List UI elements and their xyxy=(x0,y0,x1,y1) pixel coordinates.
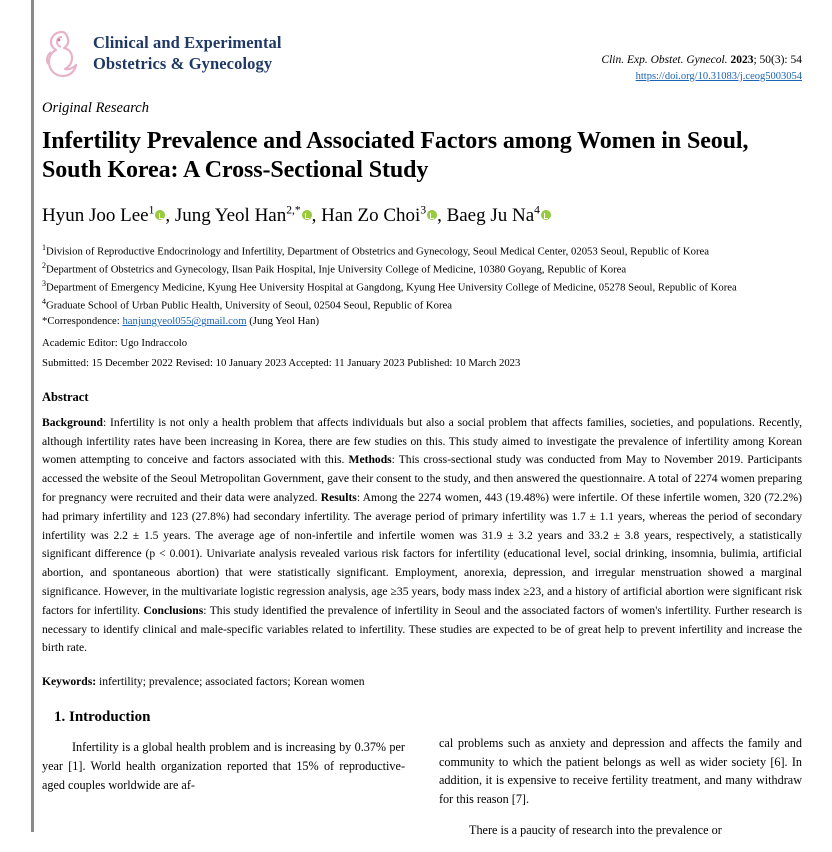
journal-brand xyxy=(42,14,282,80)
article-type: Original Research xyxy=(42,99,149,116)
author-sep-3: , xyxy=(437,205,447,227)
column-right-spacer xyxy=(439,709,802,734)
page-left-rule xyxy=(31,0,34,832)
author-2: Jung Yeol Han$^{2,*}$ xyxy=(174,205,301,227)
journal-name-line1: Clinical and Experimental xyxy=(93,33,282,53)
citation-volume-pages: ; 50(3): 54 xyxy=(753,54,802,66)
keywords xyxy=(42,673,802,691)
citation-journal-abbrev: Clin. Exp. Obstet. Gynecol. xyxy=(601,54,728,66)
author-sep-1: , xyxy=(165,205,175,227)
citation-block xyxy=(601,14,802,84)
column-right xyxy=(439,709,802,852)
publication-dates: Submitted: 15 December 2022 Revised: 10 January 2023 Accepted: 11 January 2023 Published: 10 March 2023 xyxy=(42,357,521,370)
correspondence-label: *Correspondence: xyxy=(42,315,123,328)
seahorse-logo-icon xyxy=(42,28,84,80)
author-list xyxy=(42,203,802,229)
page-content xyxy=(42,14,802,852)
correspondence-name: (Jung Yeol Han) xyxy=(246,315,319,328)
affiliation-2: $^2$Department of Obstetrics and Gynecology, Ilsan Paik Hospital, Inje University College of Medicine, 10380 Goyang, Republic of Korea xyxy=(42,261,627,276)
abstract-methods-text: : This cross-sectional study was conducted from May to November 2019. Participants accessed the website of the Seoul Metropolitan Government, gave their consent to the study, and then answered the questionnaire. A total of 2274 women preparing for pregnancy were recruited and their data were analyzed. xyxy=(42,453,802,505)
correspondence xyxy=(42,314,802,330)
author-3: Han Zo Choi$^3$ xyxy=(321,205,427,227)
author-sep-2: , xyxy=(311,205,322,227)
keywords-text: infertility; prevalence; associated factors; Korean women xyxy=(96,675,365,689)
abstract-body xyxy=(42,414,802,658)
abstract-results-text: : Among the 2274 women, 443 (19.48%) were infertile. Of these infertile women, 320 (72.2%) had primary infertility and 123 (27.8%) had secondary infertility. The average period of primary infertility was 1.7 ± 1.1 years, whereas the period of secondary infertility was 2.2 ± 1.5 years. The average age of non-infertile and infertile women was 31.9 ± 3.2 years and 33.2 ± 3.8 years, respectively, a statistically significant difference (p < 0.001). Univariate analysis revealed various risk factors for infertility (educational level, social drinking, insomnia, bulimia, artificial abortion, and spontaneous abortion) that were statistically significant. Employment, anorexia, depression, and irregular menstruation showed a marginal significance. However, in the multivariate logistic regression analysis, age ≥35 years, body mass index ≥23, and a history of artificial abortion were significant risk factors for infertility. xyxy=(42,491,802,617)
affiliation-3-text: Department of Emergency Medicine, Kyung Hee University Hospital at Gangdong, Kyung Hee University College of Medicine, 05278 Seoul, Republic of Korea xyxy=(46,281,737,294)
author-1: Hyun Joo Lee$^1$ xyxy=(42,205,155,227)
affiliations xyxy=(42,242,802,372)
academic-editor: Academic Editor: Ugo Indraccolo xyxy=(42,336,188,349)
orcid-icon[interactable] xyxy=(302,210,312,220)
intro-paragraph-left-text: Infertility is a global health problem and is increasing by 0.37% per year [1]. World health organization reported that 15% of reproductive-aged couples worldwide are af- xyxy=(42,740,405,792)
orcid-icon[interactable] xyxy=(155,210,165,220)
keywords-label: Keywords: xyxy=(42,675,97,689)
abstract-background-text: : Infertility is not only a health problem that affects individuals but also a social problem that affects families, societies, and populations. Recently, although infertility rates have been increasing in Korea, there are few studies on this. This study aimed to investigate the prevalence of infertility among Korean women attempting to conceive and factors associated with this. xyxy=(42,415,802,467)
section-heading-introduction: 1. Introduction xyxy=(54,709,151,726)
orcid-icon[interactable] xyxy=(541,210,551,220)
doi-link[interactable]: https://doi.org/10.31083/j.ceog5003054 xyxy=(635,70,802,82)
masthead xyxy=(42,14,802,84)
abstract-heading: Abstract xyxy=(42,389,89,404)
affiliation-4: $^4$Graduate School of Urban Public Health, University of Seoul, 02504 Seoul, Republic of Korea xyxy=(42,297,453,312)
intro-paragraph-right-2: There is a paucity of research into the prevalence or xyxy=(469,822,722,837)
citation-year: 2023 xyxy=(730,54,754,66)
affiliation-1-text: Division of Reproductive Endocrinology and Infertility, Department of Obstetrics and Gynecology, Seoul Medical Center, 02053 Seoul, Republic of Korea xyxy=(46,245,710,258)
body-columns xyxy=(42,709,802,852)
citation-line xyxy=(601,52,802,69)
journal-name-line2: Obstetrics & Gynecology xyxy=(93,54,273,73)
page-title: Infertility Prevalence and Associated Factors among Women in Seoul, South Korea: A Cross-Sectional Study xyxy=(42,127,749,184)
abstract-conclusions-label: Conclusions xyxy=(143,603,204,617)
abstract-results-label: Results xyxy=(320,491,357,505)
author-4: Baeg Ju Na$^4$ xyxy=(446,205,540,227)
journal-name xyxy=(93,33,282,74)
affiliation-4-text: Graduate School of Urban Public Health, University of Seoul, 02504 Seoul, Republic of Korea xyxy=(46,299,453,312)
abstract-background-label: Background xyxy=(42,415,103,429)
affiliation-1: $^1$Division of Reproductive Endocrinology and Infertility, Department of Obstetrics and Gynecology, Seoul Medical Center, 02053 Seoul, Republic of Korea xyxy=(42,243,710,258)
orcid-icon[interactable] xyxy=(427,210,437,220)
intro-paragraph-right-1: cal problems such as anxiety and depression and affects the family and community to which the patient belongs as well as wider society [6]. In addition, it is expensive to receive fertility treatment, and many withdraw for this reason [7]. xyxy=(439,736,802,807)
intro-paragraph-left xyxy=(42,738,405,794)
abstract-conclusions-text: : This study identified the prevalence of infertility in Seoul and the associated factors of women's infertility. Further research is necessary to identify clinical and male-specific variables related to infertility. These studies are expected to be of great help to prevent infertility and increase the birth rate. xyxy=(42,603,802,655)
column-left xyxy=(42,709,405,852)
correspondence-email[interactable]: hanjungyeol055@gmail.com xyxy=(122,315,247,328)
abstract-methods-label: Methods xyxy=(348,453,392,467)
affiliation-2-text: Department of Obstetrics and Gynecology, Ilsan Paik Hospital, Inje University College of Medicine, 10380 Goyang, Republic of Korea xyxy=(46,263,627,276)
affiliation-3: $^3$Department of Emergency Medicine, Kyung Hee University Hospital at Gangdong, Kyung Hee University College of Medicine, 05278 Seoul, Republic of Korea xyxy=(42,279,737,294)
